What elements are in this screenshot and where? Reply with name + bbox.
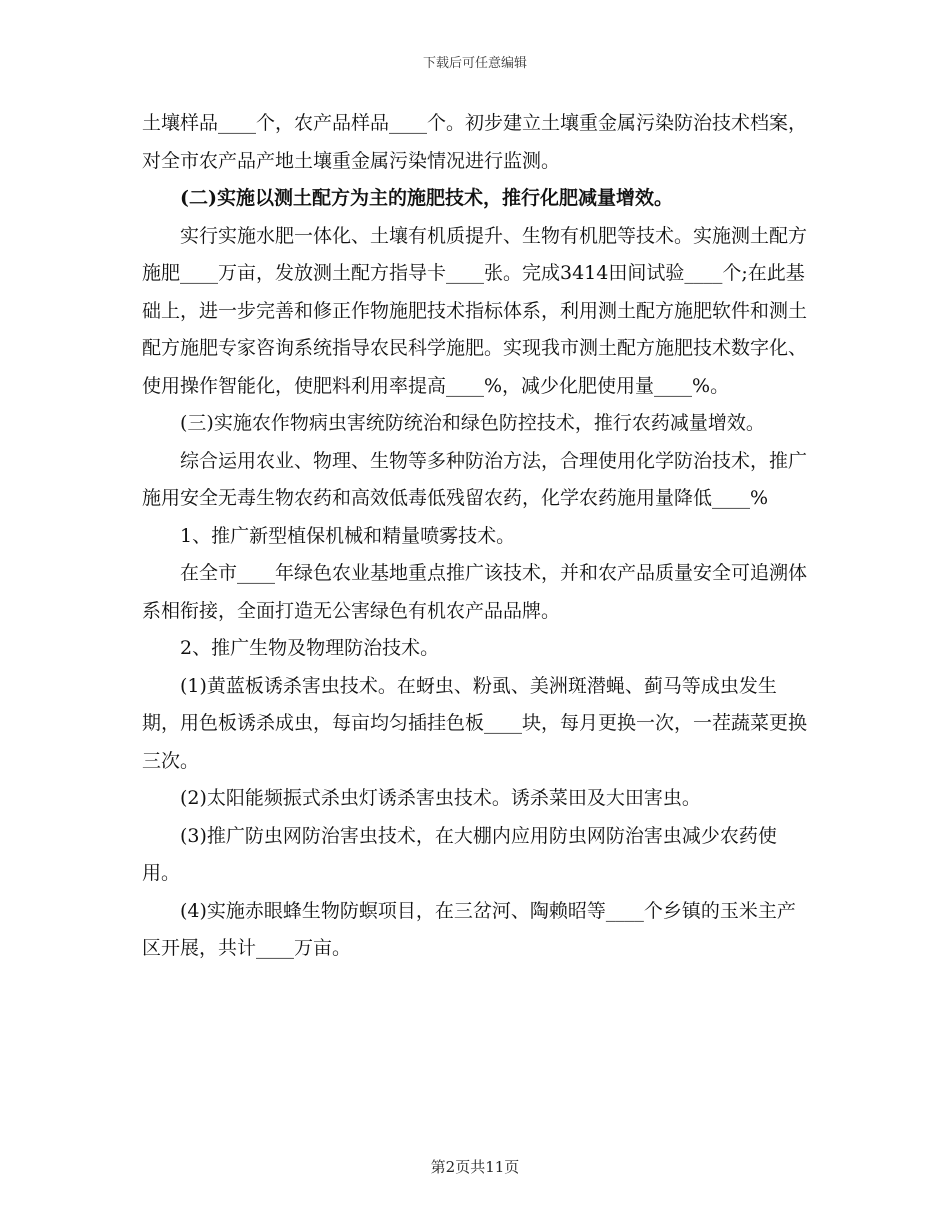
paragraph: 综合运用农业、物理、生物等多种防治方法，合理使用化学防治技术，推广施用安全无毒生物农药和高效低毒低残留农药，化学农药施用量降低____% [142,449,808,509]
list-heading: 2、推广生物及物理防治技术。 [180,637,440,659]
page-footer: 第2页共11页 [430,1158,520,1176]
section-heading: (二)实施以测土配方为主的施肥技术，推行化肥减量增效。 [180,187,673,209]
list-item: (4)实施赤眼蜂生物防螟项目，在三岔河、陶赖昭等____个乡镇的玉米主产区开展，共计____万亩。 [142,899,796,959]
list-heading: 1、推广新型植保机械和精量喷雾技术。 [180,524,516,547]
list-item: (1)黄蓝板诱杀害虫技术。在蚜虫、粉虱、美洲斑潜蝇、蓟马等成虫发生期，用色板诱杀成虫，每亩均匀插挂色板____块，每月更换一次，一茬蔬菜更换三次。 [142,674,808,772]
list-item: (2)太阳能频振式杀虫灯诱杀害虫技术。诱杀菜田及大田害虫。 [180,787,701,809]
section-heading: (三)实施农作物病虫害统防统治和绿色防控技术，推行农药减量增效。 [180,412,765,434]
document-body [142,105,812,968]
page-header: 下载后可任意编辑 [422,56,527,71]
paragraph: 实行实施水肥一体化、土壤有机质提升、生物有机肥等技术。实施测土配方施肥____万亩，发放测土配方指导卡____张。完成3414田间试验____个;在此基础上，进一步完善和修正作物施肥技术指标体系，利用测土配方施肥软件和测土配方施肥专家咨询系统指导农民科学施肥。实现我市测土配方施肥技术数字化、使用操作智能化，使肥料利用率提高____%，减少化肥使用量____%。 [142,224,808,397]
list-item: (3)推广防虫网防治害虫技术，在大棚内应用防虫网防治害虫减少农药使用。 [142,824,777,884]
paragraph: 在全市____年绿色农业基地重点推广该技术，并和农产品质量安全可追溯体系相衔接，全面打造无公害绿色有机农产品品牌。 [142,562,808,622]
paragraph: 土壤样品____个，农产品样品____个。初步建立土壤重金属污染防治技术档案，对全市农产品产地土壤重金属污染情况进行监测。 [142,112,808,172]
